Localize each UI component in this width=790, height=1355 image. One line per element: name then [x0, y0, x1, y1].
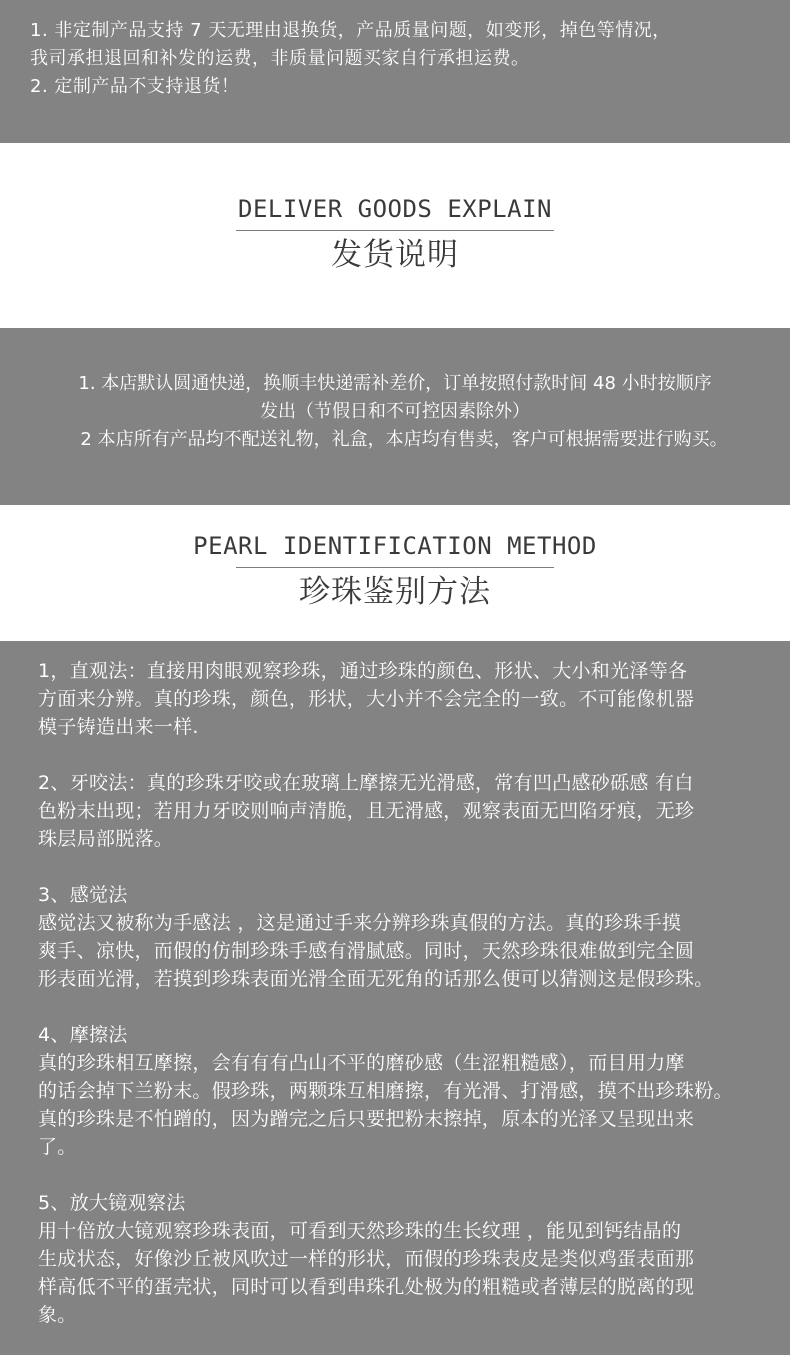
method-line: 4、摩擦法 — [38, 1024, 128, 1046]
method-line: 感觉法又被称为手感法 ，这是通过手来分辨珍珠真假的方法。真的珍珠手摸 — [38, 912, 682, 934]
heading-divider — [236, 230, 554, 231]
method-block-5 — [38, 1189, 760, 1329]
deliver-line: 发出（节假日和不可控因素除外） — [260, 401, 530, 422]
method-heading-cn: 珍珠鉴别方法 — [299, 574, 491, 610]
method-heading-en: PEARL IDENTIFICATION METHOD — [193, 532, 597, 560]
method-line: 的话会掉下兰粉末。假珍珠，两颗珠互相磨擦，有光滑、打滑感，摸不出珍珠粉。 — [38, 1080, 733, 1102]
method-block-4 — [38, 1021, 760, 1161]
method-line: 形表面光滑，若摸到珍珠表面光滑全面无死角的话那么便可以猜测这是假珍珠。 — [38, 968, 714, 990]
identification-method-section — [0, 641, 790, 1355]
return-policy-section — [0, 0, 790, 143]
deliver-heading-en: DELIVER GOODS EXPLAIN — [238, 195, 552, 223]
deliver-heading-cn: 发货说明 — [331, 237, 459, 273]
method-line: 珠层局部脱落。 — [38, 828, 174, 850]
method-line: 方面来分辨。真的珍珠，颜色，形状，大小并不会完全的一致。不可能像机器 — [38, 688, 695, 710]
heading-divider — [236, 567, 554, 568]
method-line: 样高低不平的蛋壳状，同时可以看到串珠孔处极为的粗糙或者薄层的脱离的现 — [38, 1276, 695, 1298]
method-line: 生成状态，好像沙丘被风吹过一样的形状，而假的珍珠表皮是类似鸡蛋表面那 — [38, 1248, 695, 1270]
method-line: 2、牙咬法：真的珍珠牙咬或在玻璃上摩擦无光滑感，常有凹凸感砂砾感 有白 — [38, 772, 694, 794]
policy-line: 我司承担退回和补发的运费，非质量问题买家自行承担运费。 — [30, 48, 530, 69]
method-heading — [0, 531, 790, 612]
deliver-section — [0, 328, 790, 505]
method-line: 色粉末出现；若用力牙咬则响声清脆，且无滑感，观察表面无凹陷牙痕，无珍 — [38, 800, 695, 822]
method-block-2 — [38, 769, 760, 853]
method-line: 1，直观法：直接用肉眼观察珍珠，通过珍珠的颜色、形状、大小和光泽等各 — [38, 660, 688, 682]
policy-line: 2. 定制产品不支持退货！ — [30, 76, 240, 97]
method-line: 爽手、凉快，而假的仿制珍珠手感有滑腻感。同时，天然珍珠很难做到完全圆 — [38, 940, 695, 962]
method-block-1 — [38, 657, 760, 741]
method-heading-section — [0, 505, 790, 641]
deliver-heading — [0, 194, 790, 275]
method-block-3 — [38, 881, 760, 993]
method-line: 真的珍珠相互摩擦，会有有有凸山不平的磨砂感（生涩粗糙感），而目用力摩 — [38, 1052, 685, 1074]
method-line: 用十倍放大镜观察珍珠表面，可看到天然珍珠的生长纹理 ，能见到钙结晶的 — [38, 1220, 682, 1242]
method-line: 模子铸造出来一样. — [38, 716, 199, 738]
deliver-heading-section — [0, 143, 790, 328]
method-line: 5、放大镜观察法 — [38, 1192, 186, 1214]
deliver-line: 1. 本店默认圆通快递，换顺丰快递需补差价，订单按照付款时间 48 小时按顺序 — [78, 373, 712, 394]
method-line: 真的珍珠是不怕蹭的，因为蹭完之后只要把粉末擦掉，原本的光泽又呈现出来 — [38, 1108, 695, 1130]
method-line: 象。 — [38, 1304, 77, 1326]
method-line: 3、感觉法 — [38, 884, 128, 906]
deliver-line: 2 本店所有产品均不配送礼物，礼盒，本店均有售卖，客户可根据需要进行购买。 — [80, 429, 728, 450]
policy-line: 1. 非定制产品支持 7 天无理由退换货，产品质量问题，如变形，掉色等情况， — [30, 20, 671, 41]
method-line: 了。 — [38, 1136, 77, 1158]
